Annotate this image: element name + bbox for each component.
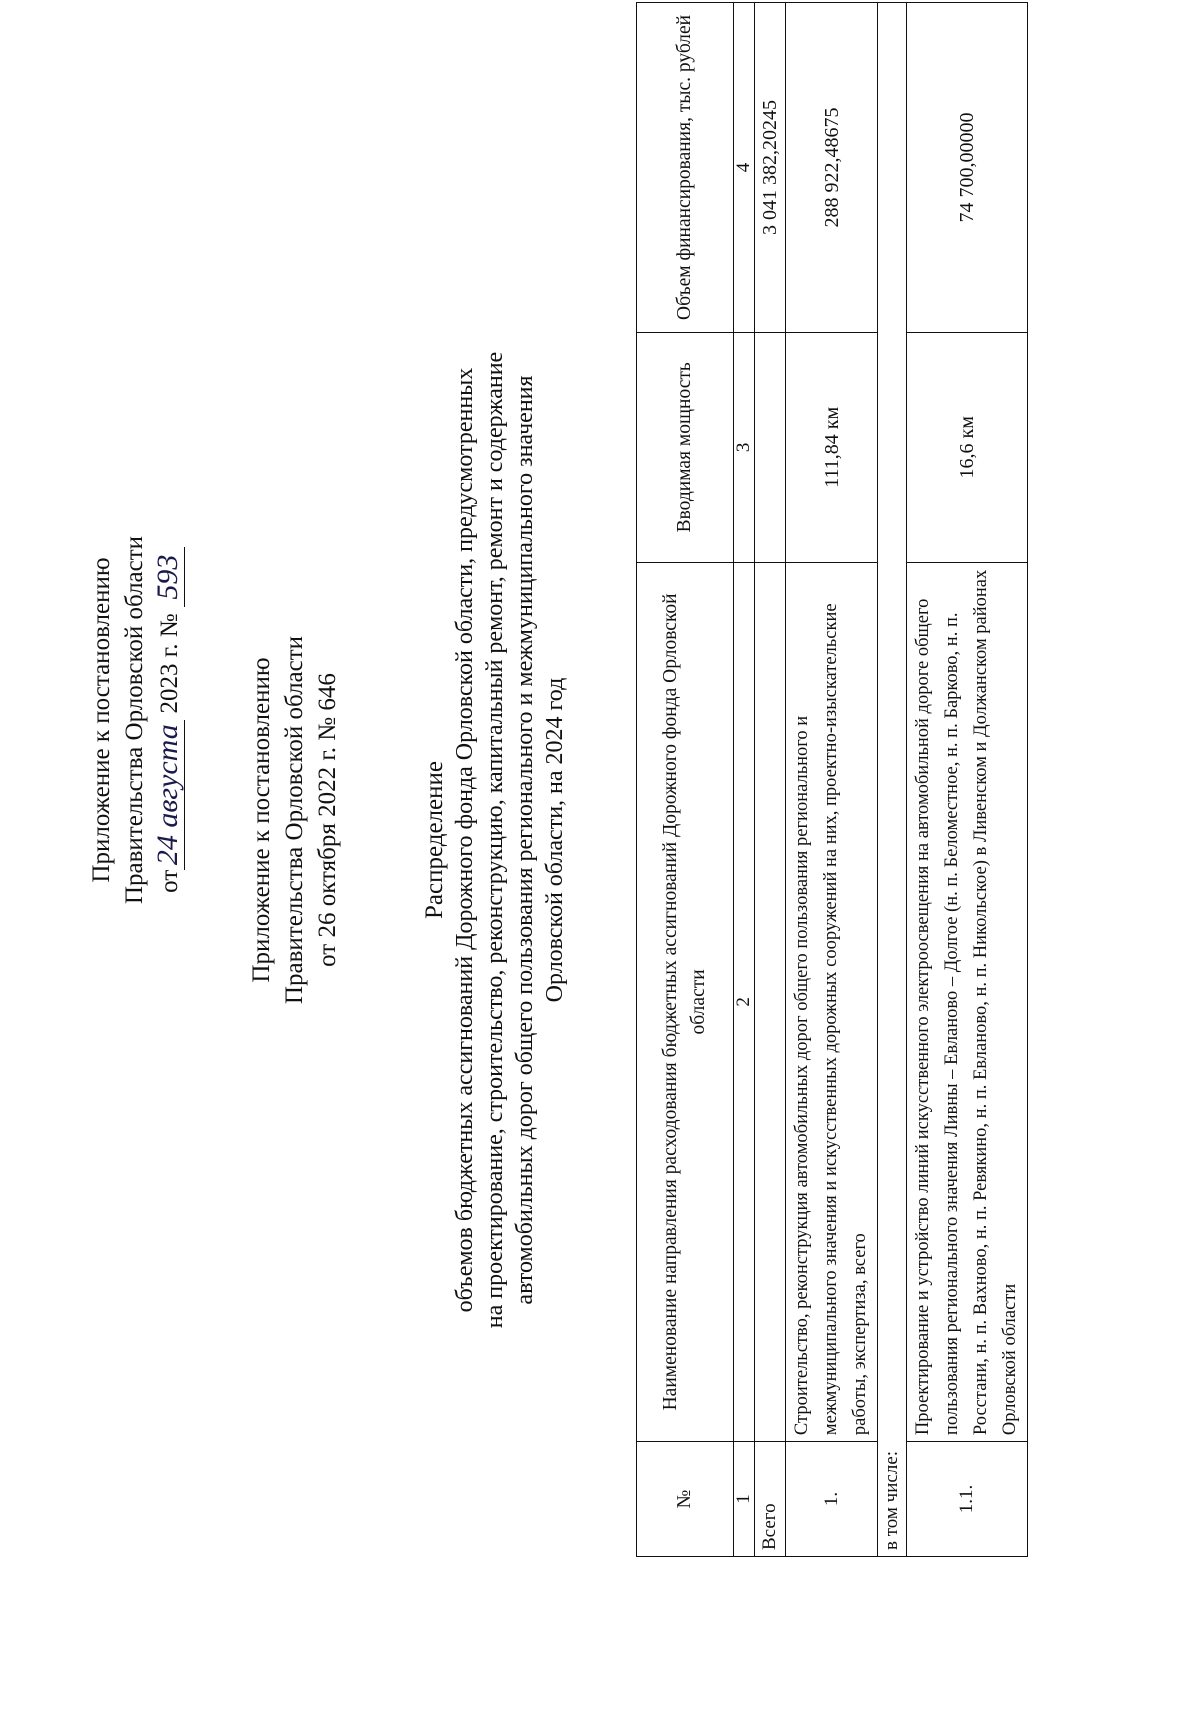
row-num: 1. <box>786 1442 878 1557</box>
table-row <box>907 3 1028 1557</box>
appendix-new-year: 2023 г. № <box>156 613 183 714</box>
appendix-new-prefix: от <box>156 869 183 893</box>
appendix-new-line3 <box>151 450 186 990</box>
total-label: Всего <box>755 1442 786 1557</box>
col-index-2: 2 <box>734 562 755 1441</box>
col-index-3: 3 <box>734 332 755 562</box>
appendix-old-line1: Приложение к постановлению <box>248 657 275 983</box>
row-name: Строительство, реконструкция автомобильных дорог общего пользования регионального и межмуниципального значения и искусственных дорожных сооружений на них, проектно-изыскательские работы, экспертиза, всего <box>786 562 878 1441</box>
row-funding: 288 922,48675 <box>786 3 878 333</box>
header-name: Наименование направления расходования бюджетных ассигнований Дорожного фонда Орловской области <box>637 562 734 1441</box>
including-label: в том числе: <box>878 3 907 1557</box>
table-index-row <box>734 3 755 1557</box>
heading-line3: автомобильных дорог общего пользования регионального и межмуниципального значения <box>512 375 538 1305</box>
subrow-capacity: 16,6 км <box>907 332 1028 562</box>
table-total-row <box>755 3 786 1557</box>
table-row <box>786 3 878 1557</box>
allocation-table <box>636 2 1028 1557</box>
table-including-row <box>878 3 907 1557</box>
appendix-new-block <box>85 450 186 990</box>
handwritten-date: 24 августа <box>151 720 185 870</box>
document-heading <box>420 60 570 1620</box>
handwritten-number: 593 <box>151 547 185 607</box>
table-header-row <box>637 3 734 1557</box>
appendix-new-line2: Правительства Орловской области <box>121 535 148 905</box>
header-num: № <box>637 1442 734 1557</box>
heading-title: Распределение <box>421 761 448 919</box>
heading-line4: Орловской области, на 2024 год <box>542 677 568 1003</box>
total-funding: 3 041 382,20245 <box>755 3 786 333</box>
appendix-old-block <box>245 560 344 1080</box>
total-capacity-empty <box>755 332 786 562</box>
header-funding: Объем финансирования, тыс. рублей <box>637 3 734 333</box>
subrow-num: 1.1. <box>907 1442 1028 1557</box>
total-name-empty <box>755 562 786 1441</box>
heading-line1: объемов бюджетных ассигнований Дорожного фонда Орловской области, предусмотренных <box>452 367 478 1313</box>
subrow-funding: 74 700,00000 <box>907 3 1028 333</box>
appendix-new-line1: Приложение к постановлению <box>88 557 115 883</box>
heading-line2: на проектирование, строительство, реконструкцию, капитальный ремонт, ремонт и содержание <box>482 351 508 1329</box>
col-index-4: 4 <box>734 3 755 333</box>
header-capacity: Вводимая мощность <box>637 332 734 562</box>
appendix-old-line3: от 26 октября 2022 г. № 646 <box>314 673 341 967</box>
row-capacity: 111,84 км <box>786 332 878 562</box>
subrow-name: Проектирование и устройство линий искусственного электроосвещения на автомобильной дороге общего пользования регионального значения Ливны – Евланово – Долгое (н. п. Беломестное, н. п. Барково, н. п. Росстани, н. п. Вахново, н. п. Ревякино, н. п. Евланово, н. п. Никольское) в Ливенском и Должанском районах Орловской области <box>907 562 1028 1441</box>
appendix-old-line2: Правительства Орловской области <box>281 635 308 1005</box>
col-index-1: 1 <box>734 1442 755 1557</box>
